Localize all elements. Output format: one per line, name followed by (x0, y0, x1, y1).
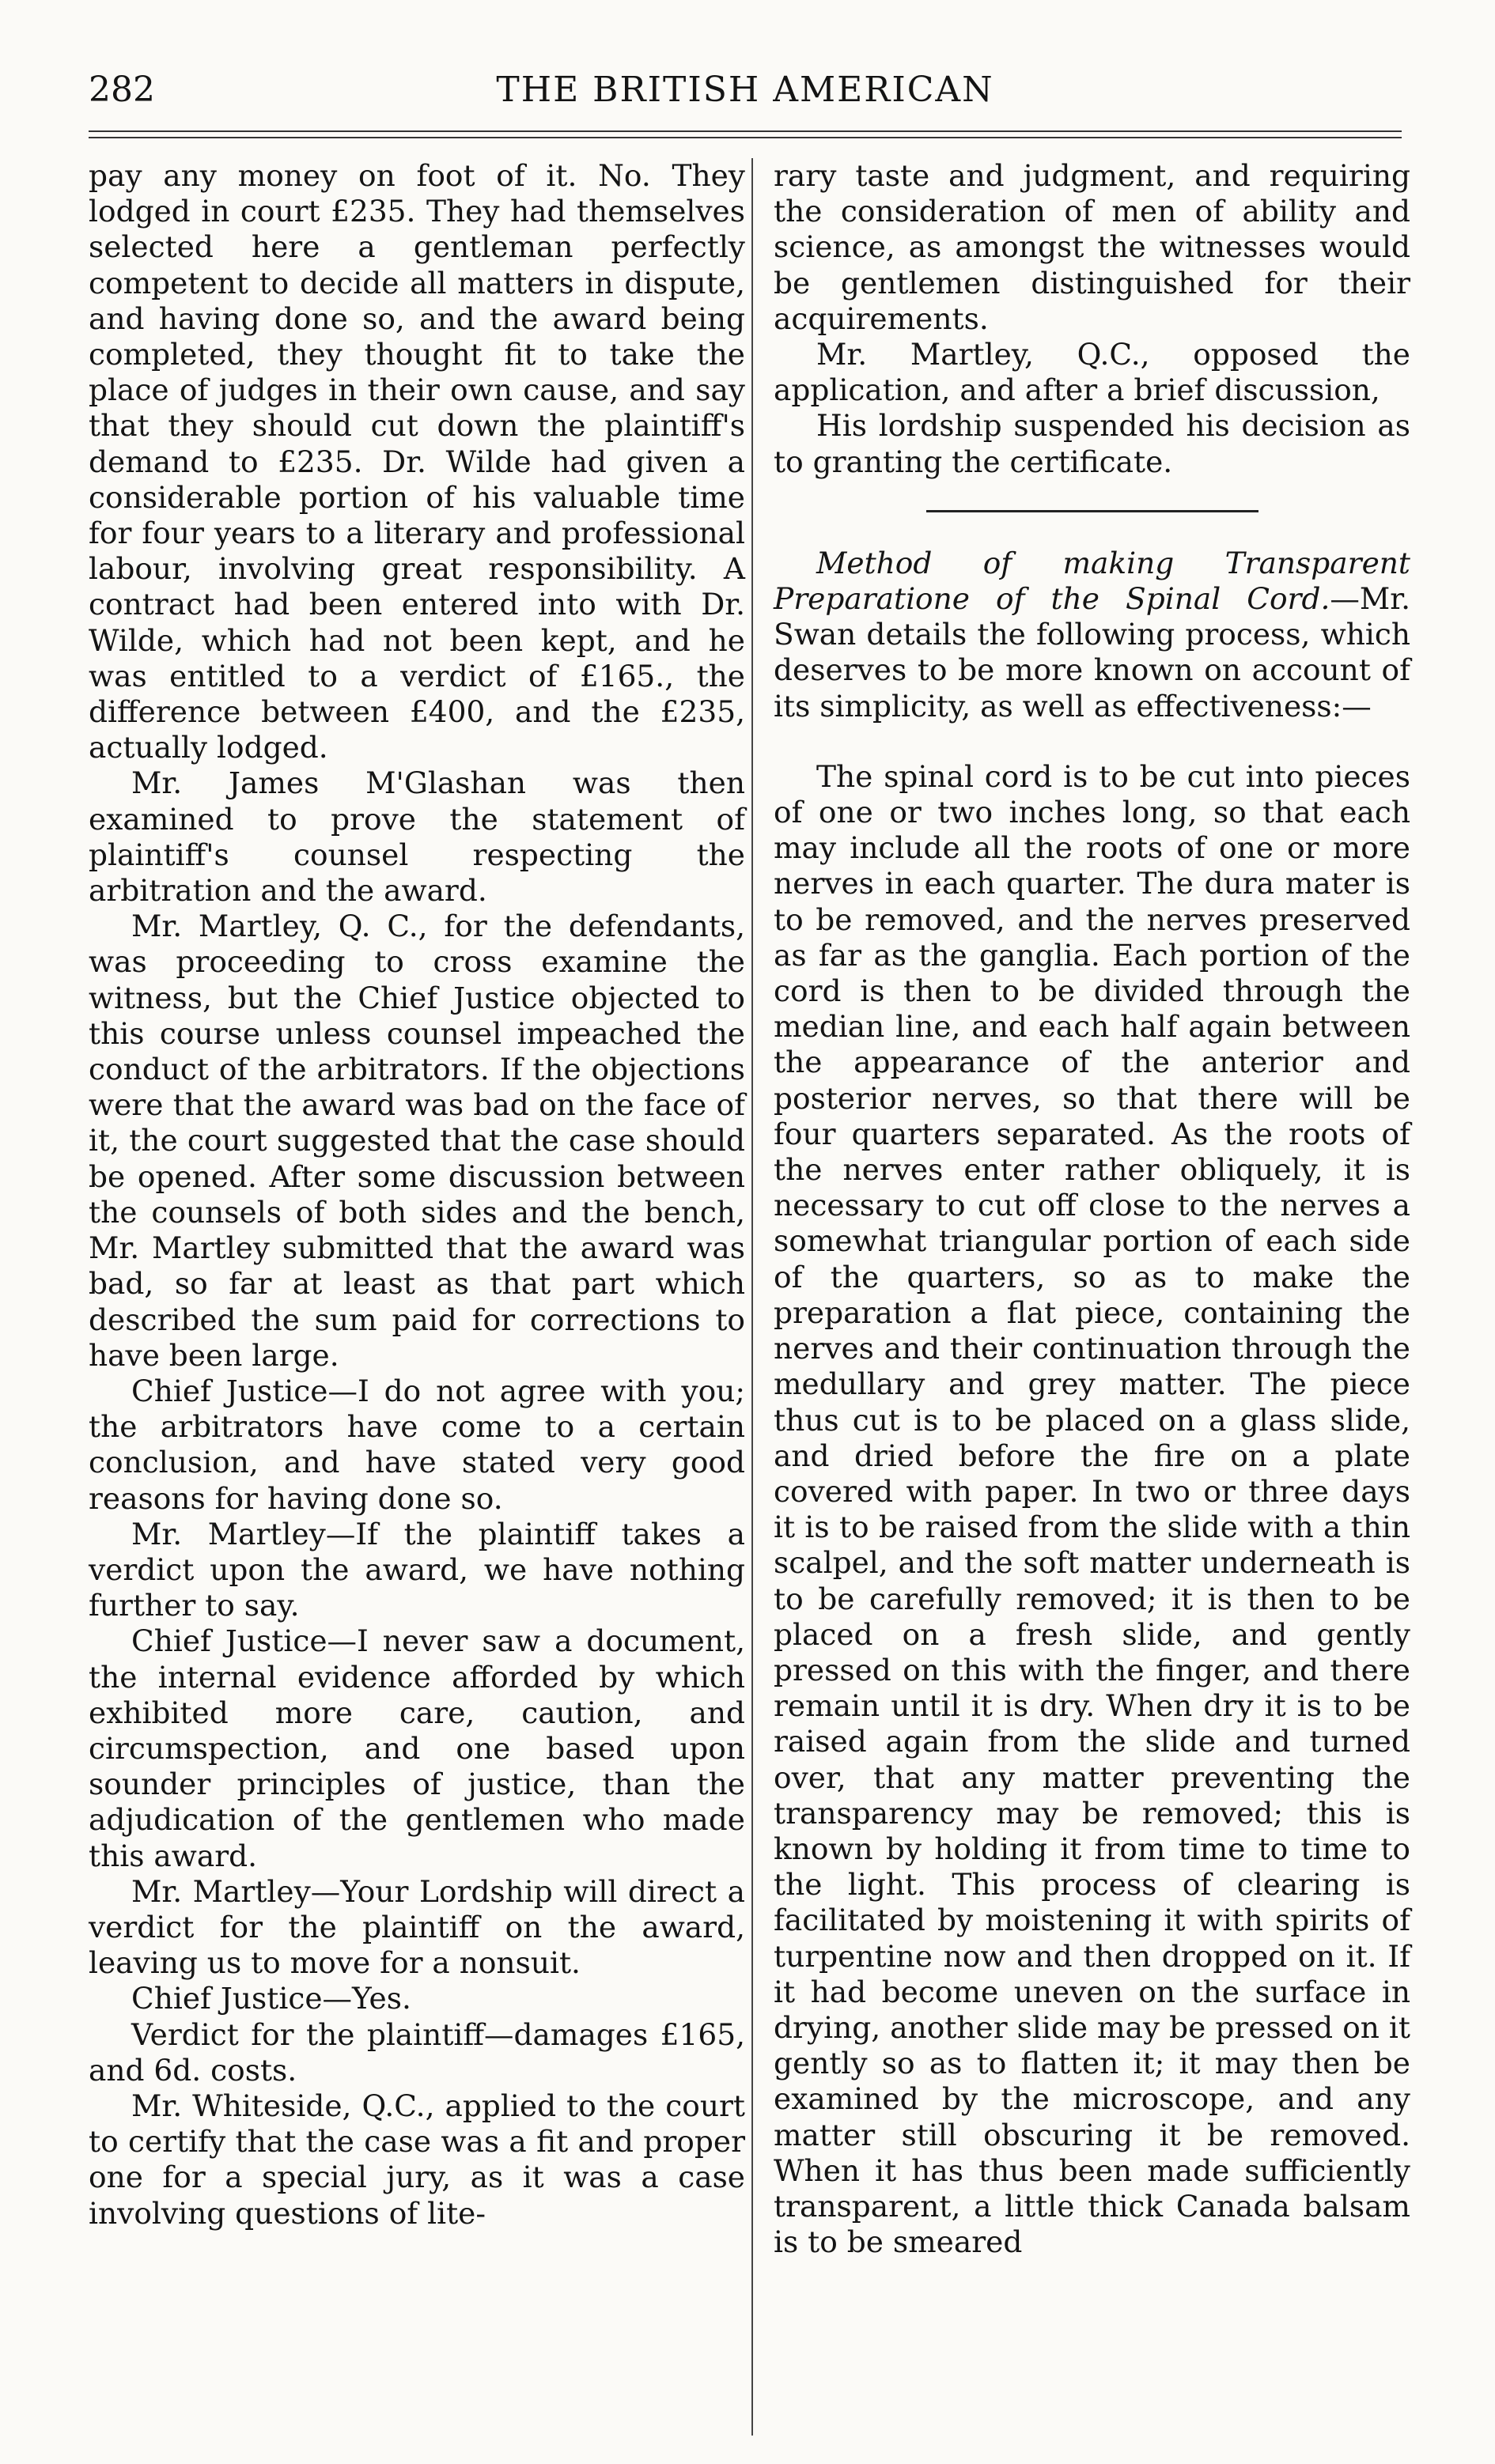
left-column (89, 158, 745, 2232)
header-rule (89, 130, 1402, 132)
article-body: The spinal cord is to be cut into pieces of one or two inches long, so that each may include all the roots of one or more nerves in each quarter. The dura mater is to be removed, and the nerves preserved as far as the ganglia. Each portion of the cord is then to be divided through the median line, and each half again between the appearance of the anterior and posterior nerves, so that there will be four quarters separated. As the roots of the nerves enter rather obliquely, it is necessary to cut off close to the nerves a somewhat triangular portion of each side of the quarters, so as to make the preparation a flat piece, containing the nerves and their continuation through the medullary and grey matter. The piece thus cut is to be placed on a glass slide, and dried before the fire on a plate covered with paper. In two or three days it is to be raised from the slide with a thin scalpel, and the soft matter underneath is to be carefully removed; it is then to be placed on a fresh slide, and gently pressed on this with the finger, and there remain until it is dry. When dry it is to be raised again from the slide and turned over, that any matter preventing the transparency may be removed; this is known by holding it from time to time to the light. This process of clearing is facilitated by moistening it with spirits of turpentine now and then dropped on it. If it had become uneven on the surface in drying, another slide may be pressed on it gently so as to flatten it; it may then be examined by the microscope, and any matter still obscuring it be removed. When it has thus been made sufficiently transparent, a little thick Canada balsam is to be smeared (774, 758, 1410, 2260)
paragraph: Chief Justice—I do not agree with you; the arbitrators have come to a certain conclusion, and have stated very good reasons for having done so. (89, 1373, 745, 1516)
article-title: Method of making Transparent Preparatione of the Spinal Cord. (774, 545, 1410, 617)
paragraph: Chief Justice—I never saw a document, the internal evidence afforded by which exhibited more care, caution, and circumspection, and one based upon sounder principles of justice, than the adjudication of the gentlemen who made this award. (89, 1623, 745, 1873)
paragraph: pay any money on foot of it. No. They lodged in court £235. They had themselves selected here a gentleman perfectly competent to decide all matters in dispute, and having done so, and the award being completed, they thought fit to take the place of judges in their own cause, and say that they should cut down the plaintiff's demand to £235. Dr. Wilde had given a considerable portion of his valuable time for four years to a literary and professional labour, involving great responsibility. A contract had been entered into with Dr. Wilde, which had not been kept, and he was entitled to a verdict of £165., the difference between £400, and the £235, actually lodged. (89, 158, 745, 765)
paragraph: Mr. Martley—Your Lordship will direct a verdict for the plaintiff on the award, leaving us to move for a nonsuit. (89, 1873, 745, 1981)
header-rule-double (89, 137, 1402, 138)
article-heading-paragraph (774, 546, 1410, 724)
paragraph: Chief Justice—Yes. (131, 1981, 411, 2016)
right-column (774, 158, 1410, 2260)
paragraph: Mr. Martley—If the plaintiff takes a verdict upon the award, we have nothing further to say. (89, 1516, 745, 1623)
paragraph: Mr. Whiteside, Q.C., applied to the court to certify that the case was a fit and proper one for a special jury, as it was a case involving questions of lite- (89, 2088, 745, 2231)
paragraph: His lordship suspended his decision as to granting the certificate. (774, 408, 1410, 479)
column-divider (751, 158, 753, 2436)
page-header (89, 70, 1402, 125)
section-divider (926, 510, 1258, 512)
paragraph: Verdict for the plaintiff—damages £165, and 6d. costs. (89, 2016, 745, 2088)
running-head: THE BRITISH AMERICAN (496, 70, 994, 110)
paragraph: Mr. James M'Glashan was then examined to prove the statement of plaintiff's counsel respecting the arbitration and the award. (89, 765, 745, 909)
paragraph: Mr. Martley, Q.C., opposed the application, and after a brief discussion, (774, 337, 1410, 408)
paragraph: rary taste and judgment, and requiring the consideration of men of ability and science, as amongst the witnesses would be gentlemen distinguished for their acquirements. (774, 158, 1410, 336)
article-intro: —Mr. Swan details the following process, which deserves to be more known on account of its simplicity, as well as effectiveness:— (774, 581, 1410, 724)
page-number: 282 (89, 70, 155, 110)
paragraph: Mr. Martley, Q. C., for the defendants, was proceeding to cross examine the witness, but the Chief Justice objected to this course unless counsel impeached the conduct of the arbitrators. If the objections were that the award was bad on the face of it, the court suggested that the case should be opened. After some discussion between the counsels of both sides and the bench, Mr. Martley submitted that the award was bad, so far at least as that part which described the sum paid for corrections to have been large. (89, 909, 745, 1373)
spacer (774, 724, 1410, 759)
